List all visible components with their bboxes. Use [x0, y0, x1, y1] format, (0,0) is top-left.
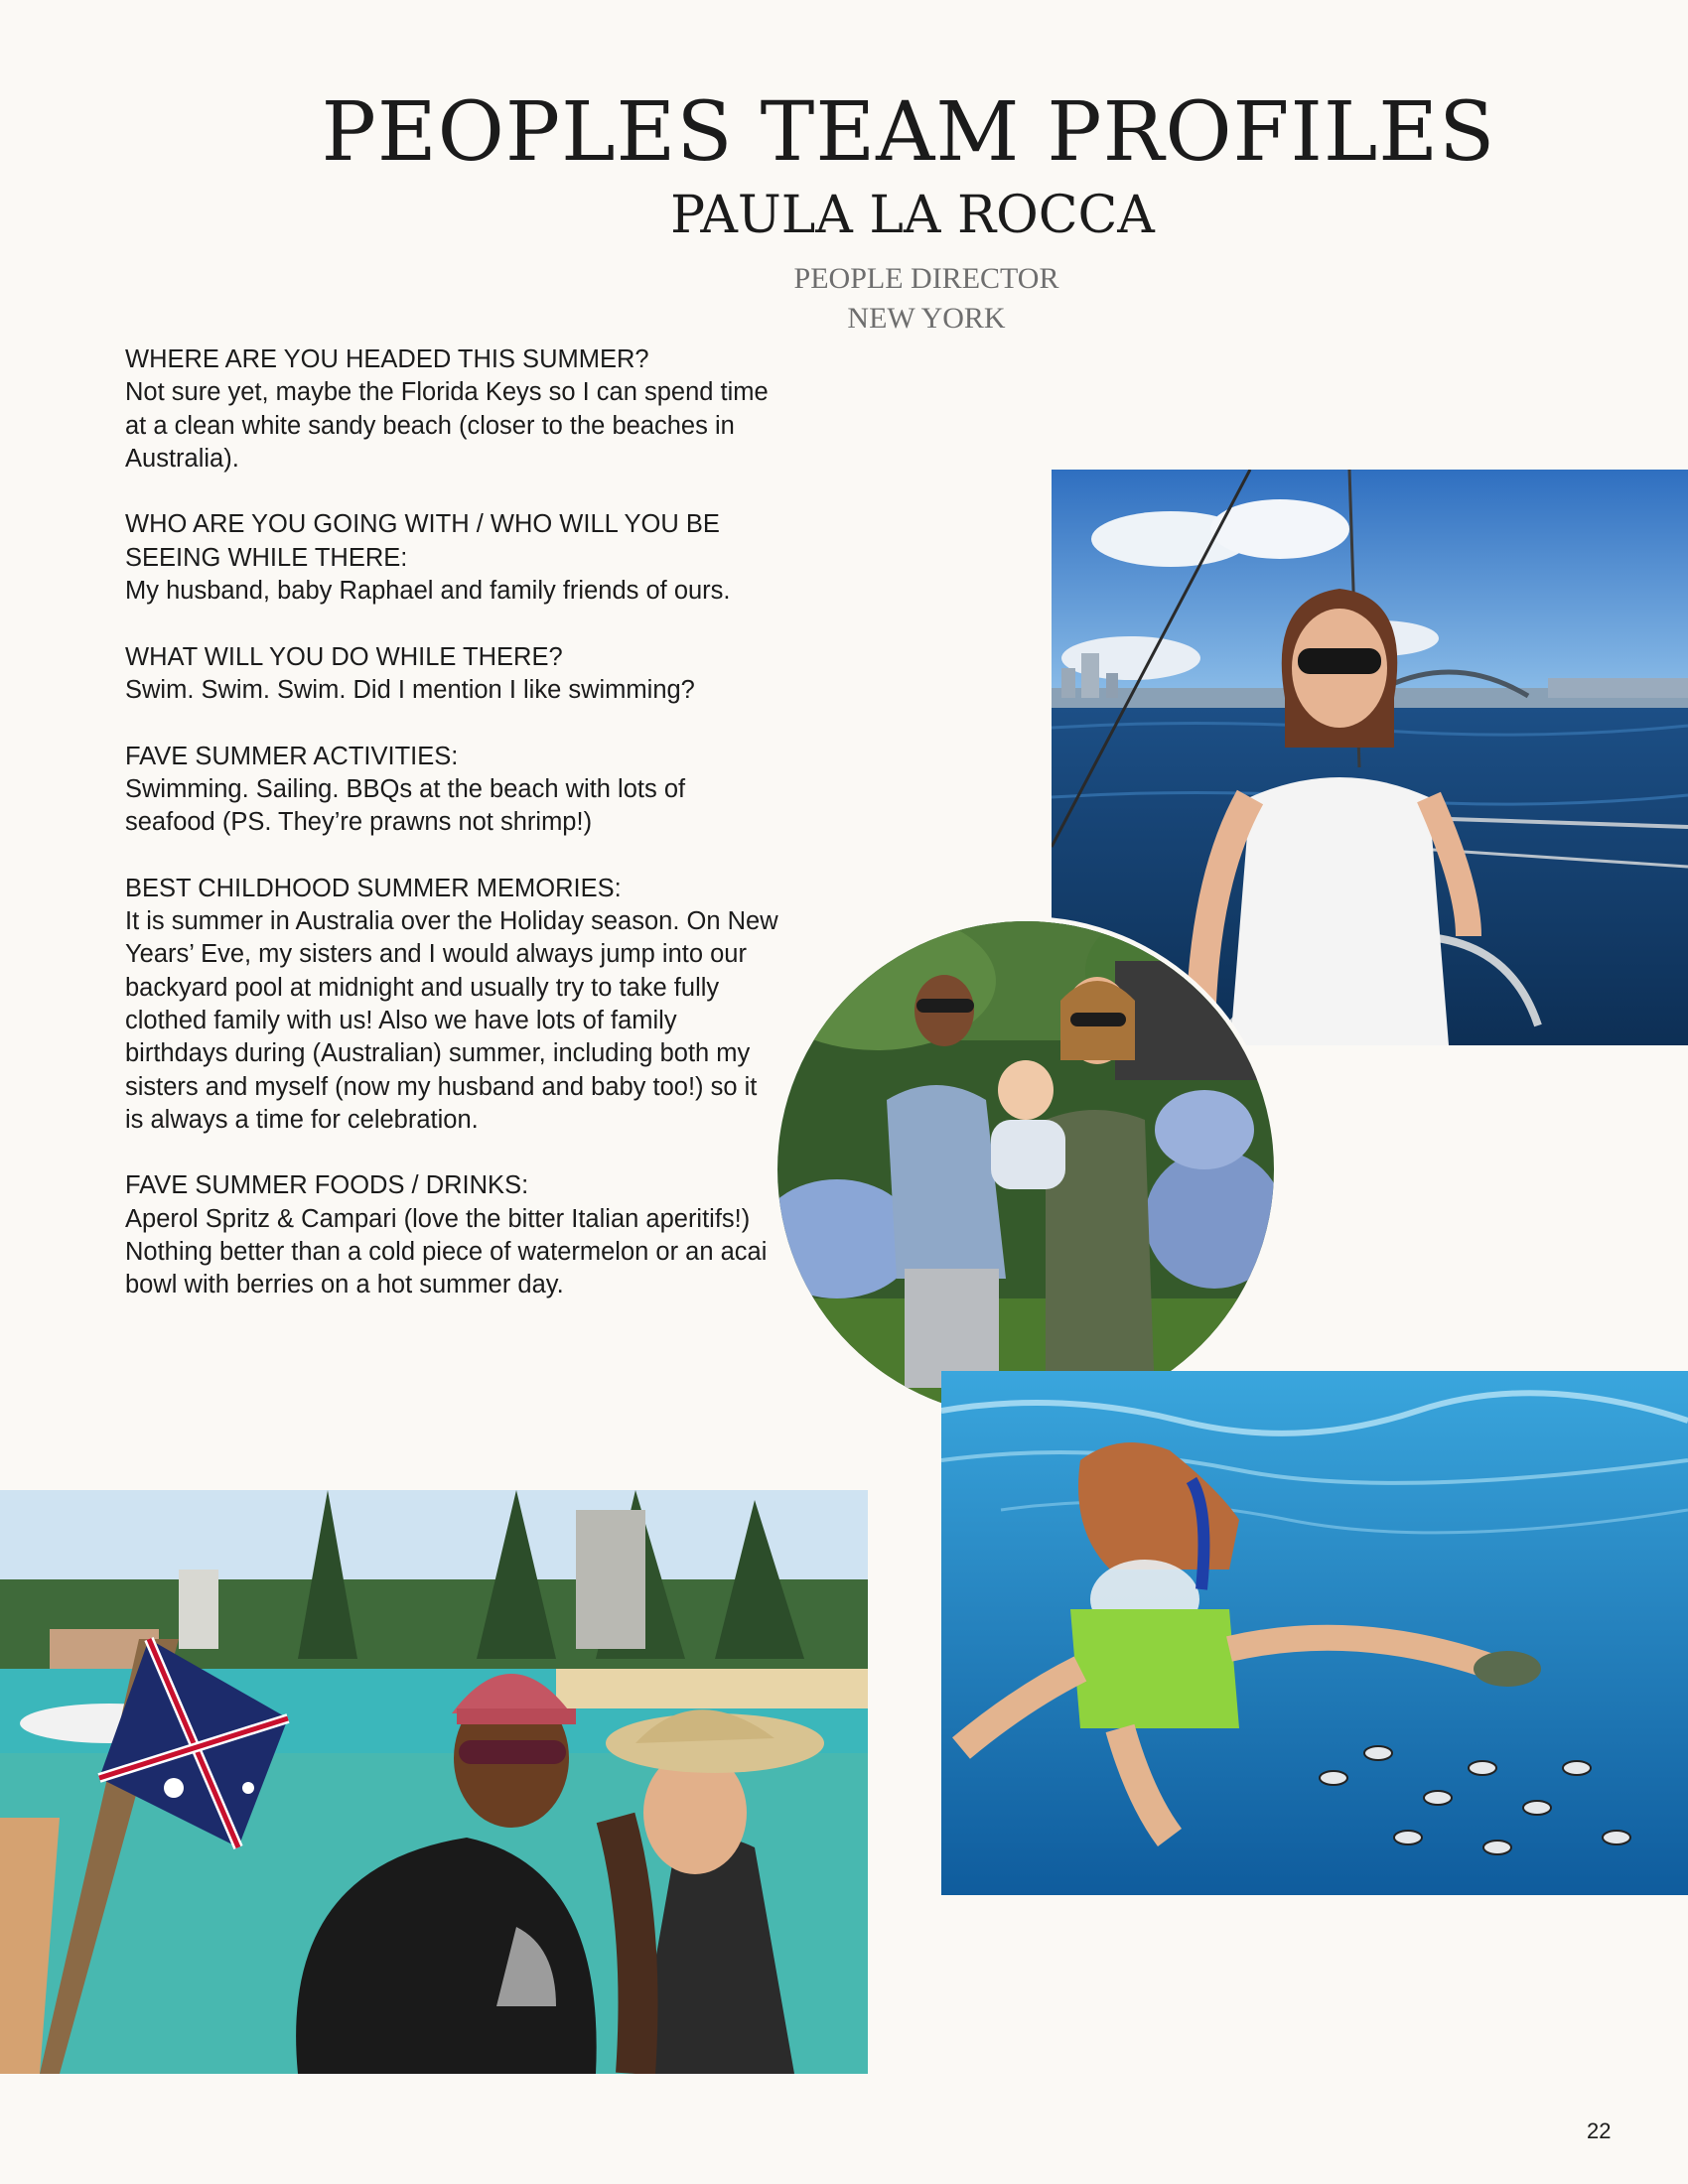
photo-family [777, 921, 1274, 1418]
profile-location: NEW YORK [847, 302, 1006, 335]
qa-block [125, 1169, 780, 1301]
photo-beach [0, 1490, 868, 2074]
qa-question: WHO ARE YOU GOING WITH / WHO WILL YOU BE SEEING WHILE THERE: [125, 510, 720, 572]
photo-snorkel [941, 1371, 1688, 1895]
qa-question: FAVE SUMMER ACTIVITIES: [125, 742, 459, 770]
profile-name: PAULA LA ROCCA [670, 186, 1155, 245]
qa-question: WHERE ARE YOU HEADED THIS SUMMER? [125, 345, 649, 373]
page-number: 22 [1587, 2118, 1612, 2143]
qa-answer: My husband, baby Raphael and family friends of ours. [125, 577, 731, 606]
qa-answer: Swim. Swim. Swim. Did I mention I like swimming? [125, 675, 695, 704]
qa-block [125, 741, 780, 840]
qa-question: BEST CHILDHOOD SUMMER MEMORIES: [125, 874, 622, 902]
profile-role: PEOPLE DIRECTOR [793, 262, 1059, 295]
qa-block [125, 641, 780, 708]
qa-column [125, 343, 780, 1335]
photo-beach-illustration [0, 1490, 868, 2074]
qa-answer: Not sure yet, maybe the Florida Keys so I can spend time at a clean white sandy beach (closer to the beaches in Australia). [125, 378, 769, 473]
qa-block [125, 343, 780, 476]
qa-question: FAVE SUMMER FOODS / DRINKS: [125, 1171, 529, 1200]
page-title: PEOPLES TEAM PROFILES [321, 85, 1496, 180]
photo-snorkel-illustration [941, 1371, 1688, 1895]
qa-answer: It is summer in Australia over the Holiday season. On New Years’ Eve, my sisters and I would always jump into our backyard pool at midnight and usually try to take fully clothed family with us! Also we have lots of family birthdays during (Australian) summer, including both my sisters and myself (now my husband and baby too!) so it is always a time for celebration. [125, 907, 778, 1134]
qa-block [125, 508, 780, 608]
photo-family-illustration [777, 921, 1274, 1418]
qa-answer: Swimming. Sailing. BBQs at the beach with lots of seafood (PS. They’re prawns not shrimp!) [125, 774, 686, 837]
qa-question: WHAT WILL YOU DO WHILE THERE? [125, 642, 563, 671]
qa-block [125, 873, 780, 1137]
qa-answer: Aperol Spritz & Campari (love the bitter Italian aperitifs!) Nothing better than a cold piece of watermelon or an acai bowl with berries on a hot summer day. [125, 1204, 768, 1299]
